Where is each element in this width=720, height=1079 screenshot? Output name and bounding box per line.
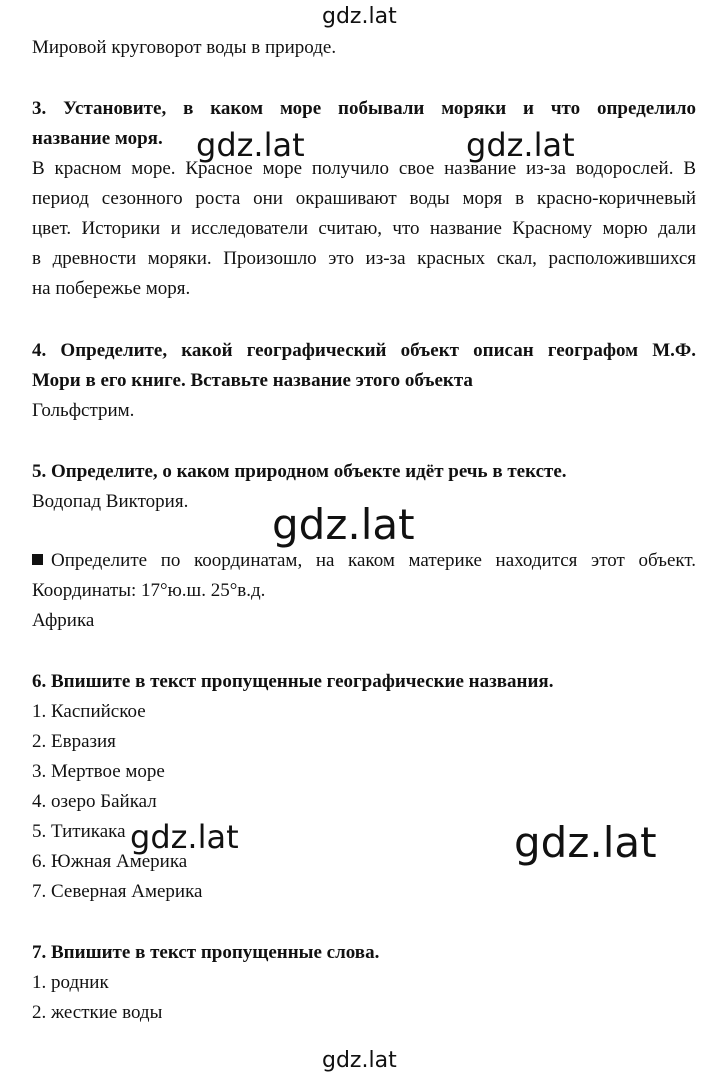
q5-sub-answer: Африка [32,610,95,631]
bullet-square-icon [32,554,43,565]
q6-item-4: 4. озеро Байкал [32,791,157,812]
q4-answer: Гольфстрим. [32,400,135,421]
q5-sub-question-text: Определите по координатам, на каком материке находится этот объект. [51,550,696,571]
q5-title: 5. Определите, о каком природном объекте идёт речь в тексте. [32,461,567,482]
watermark-q3-right: gdz.lat [466,126,575,164]
q6-item-6: 6. Южная Америка [32,851,188,872]
q4-title-line2: Мори в его книге. Вставьте название этого объекта [32,370,473,391]
q4-title-line1: 4. Определите, какой географический объект описан географом М.Ф. [32,340,696,361]
q7-item-1: 1. родник [32,972,109,993]
q3-answer-line4: в древности моряки. Произошло это из-за красных скал, расположившихся [32,248,696,269]
q3-title-line2: название моря. [32,128,163,149]
q6-item-7: 7. Северная Америка [32,881,203,902]
q6-item-3: 3. Мертвое море [32,761,165,782]
q6-item-5: 5. Титикака [32,821,126,842]
watermark-q6-left: gdz.lat [130,818,239,856]
q5-coordinates: Координаты: 17°ю.ш. 25°в.д. [32,580,266,601]
q6-title: 6. Впишите в текст пропущенные географические названия. [32,671,554,692]
q5-sub-question [32,546,696,576]
watermark-top: gdz.lat [322,4,397,29]
q7-title: 7. Впишите в текст пропущенные слова. [32,942,380,963]
q3-answer-line1: В красном море. Красное море получило свое название из-за водорослей. В [32,158,696,179]
q5-answer: Водопад Виктория. [32,491,189,512]
q3-answer-line2: период сезонного роста они окрашивают воды моря в красно-коричневый [32,188,696,209]
q6-item-2: 2. Евразия [32,731,116,752]
q3-answer-line3: цвет. Историки и исследователи считаю, что название Красному морю дали [32,218,696,239]
watermark-q3-left: gdz.lat [196,126,305,164]
watermark-center: gdz.lat [272,500,415,549]
q3-answer-line5: на побережье моря. [32,278,191,299]
q6-item-1: 1. Каспийское [32,701,146,722]
q7-item-2: 2. жесткие воды [32,1002,163,1023]
q3-title-line1: 3. Установите, в каком море побывали моряки и что определило [32,98,696,119]
intro-text: Мировой круговорот воды в природе. [32,37,337,58]
watermark-bottom: gdz.lat [322,1048,397,1073]
watermark-q6-right: gdz.lat [514,818,657,867]
